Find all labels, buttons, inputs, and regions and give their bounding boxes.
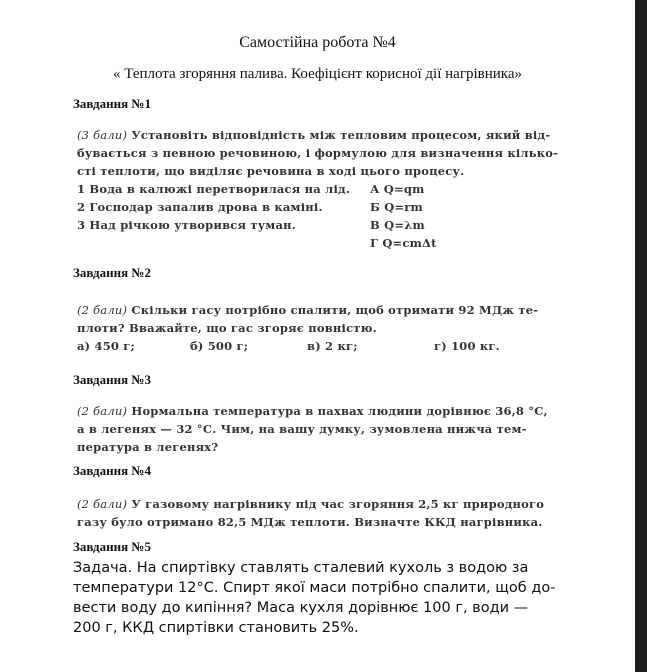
line: 200 г, ККД спиртівки становить 25%. bbox=[73, 620, 359, 636]
task-2-heading: Завдання №2 bbox=[73, 265, 151, 280]
line: вести воду до кипіння? Маса кухля дорівнює 100 г, води — bbox=[73, 600, 529, 616]
task-4-text bbox=[77, 495, 544, 531]
task-2-text bbox=[77, 301, 538, 355]
answer: в) 2 кг; bbox=[307, 339, 358, 353]
line: газу було отримано 82,5 МДж теплоти. Визначте ККД нагрівника. bbox=[77, 515, 543, 529]
task-5-text bbox=[73, 558, 555, 638]
task-4-heading: Завдання №4 bbox=[73, 463, 151, 478]
page-title: Самостійна робота №4 bbox=[239, 34, 396, 51]
points: (3 бали) bbox=[77, 128, 128, 142]
task-5-heading: Завдання №5 bbox=[73, 539, 151, 554]
option: В Q=λm bbox=[370, 218, 425, 232]
item: 1 Вода в калюжі перетворилася на лід. bbox=[77, 182, 351, 196]
item: 2 Господар запалив дрова в каміні. bbox=[77, 200, 323, 214]
points: (2 бали) bbox=[77, 497, 128, 511]
line: бувається з певною речовиною, і формулою для визначення кілько- bbox=[77, 146, 559, 160]
answer: г) 100 кг. bbox=[434, 339, 500, 353]
line: плоти? Вважайте, що гас згоряє повністю. bbox=[77, 321, 377, 335]
line: У газовому нагрівнику під час згоряння 2,5 кг природного bbox=[131, 497, 545, 511]
option: Г Q=cmΔt bbox=[370, 236, 437, 250]
item: 3 Над річкою утворився туман. bbox=[77, 218, 296, 232]
points: (2 бали) bbox=[77, 404, 128, 418]
line: Скільки гасу потрібно спалити, щоб отримати 92 МДж те- bbox=[131, 303, 539, 317]
answer: б) 500 г; bbox=[190, 339, 249, 353]
task-3-heading: Завдання №3 bbox=[73, 372, 151, 387]
option: Б Q=rm bbox=[370, 200, 423, 214]
task-3-text bbox=[77, 402, 548, 456]
line: сті теплоти, що виділяє речовина в ході цього процесу. bbox=[77, 164, 465, 178]
task-1-heading: Завдання №1 bbox=[73, 96, 151, 111]
line: а в легенях — 32 °С. Чим, на вашу думку, зумовлена нижча тем- bbox=[77, 422, 527, 436]
line: пература в легенях? bbox=[77, 440, 219, 454]
line: Установіть відповідність між тепловим процесом, який від- bbox=[131, 128, 551, 142]
page-subtitle: « Теплота згоряння палива. Коефіцієнт корисної дії нагрівника» bbox=[112, 66, 522, 82]
dark-edge bbox=[635, 0, 647, 672]
line: Нормальна температура в пахвах людини дорівнює 36,8 °С, bbox=[131, 404, 548, 418]
line: Задача. На спиртівку ставлять сталевий кухоль з водою за bbox=[73, 560, 529, 576]
task-1-text bbox=[77, 126, 558, 252]
option: А Q=qm bbox=[370, 182, 425, 196]
points: (2 бали) bbox=[77, 303, 128, 317]
answer: а) 450 г; bbox=[77, 339, 135, 353]
line: температури 12°С. Спирт якої маси потрібно спалити, щоб до- bbox=[73, 580, 556, 596]
